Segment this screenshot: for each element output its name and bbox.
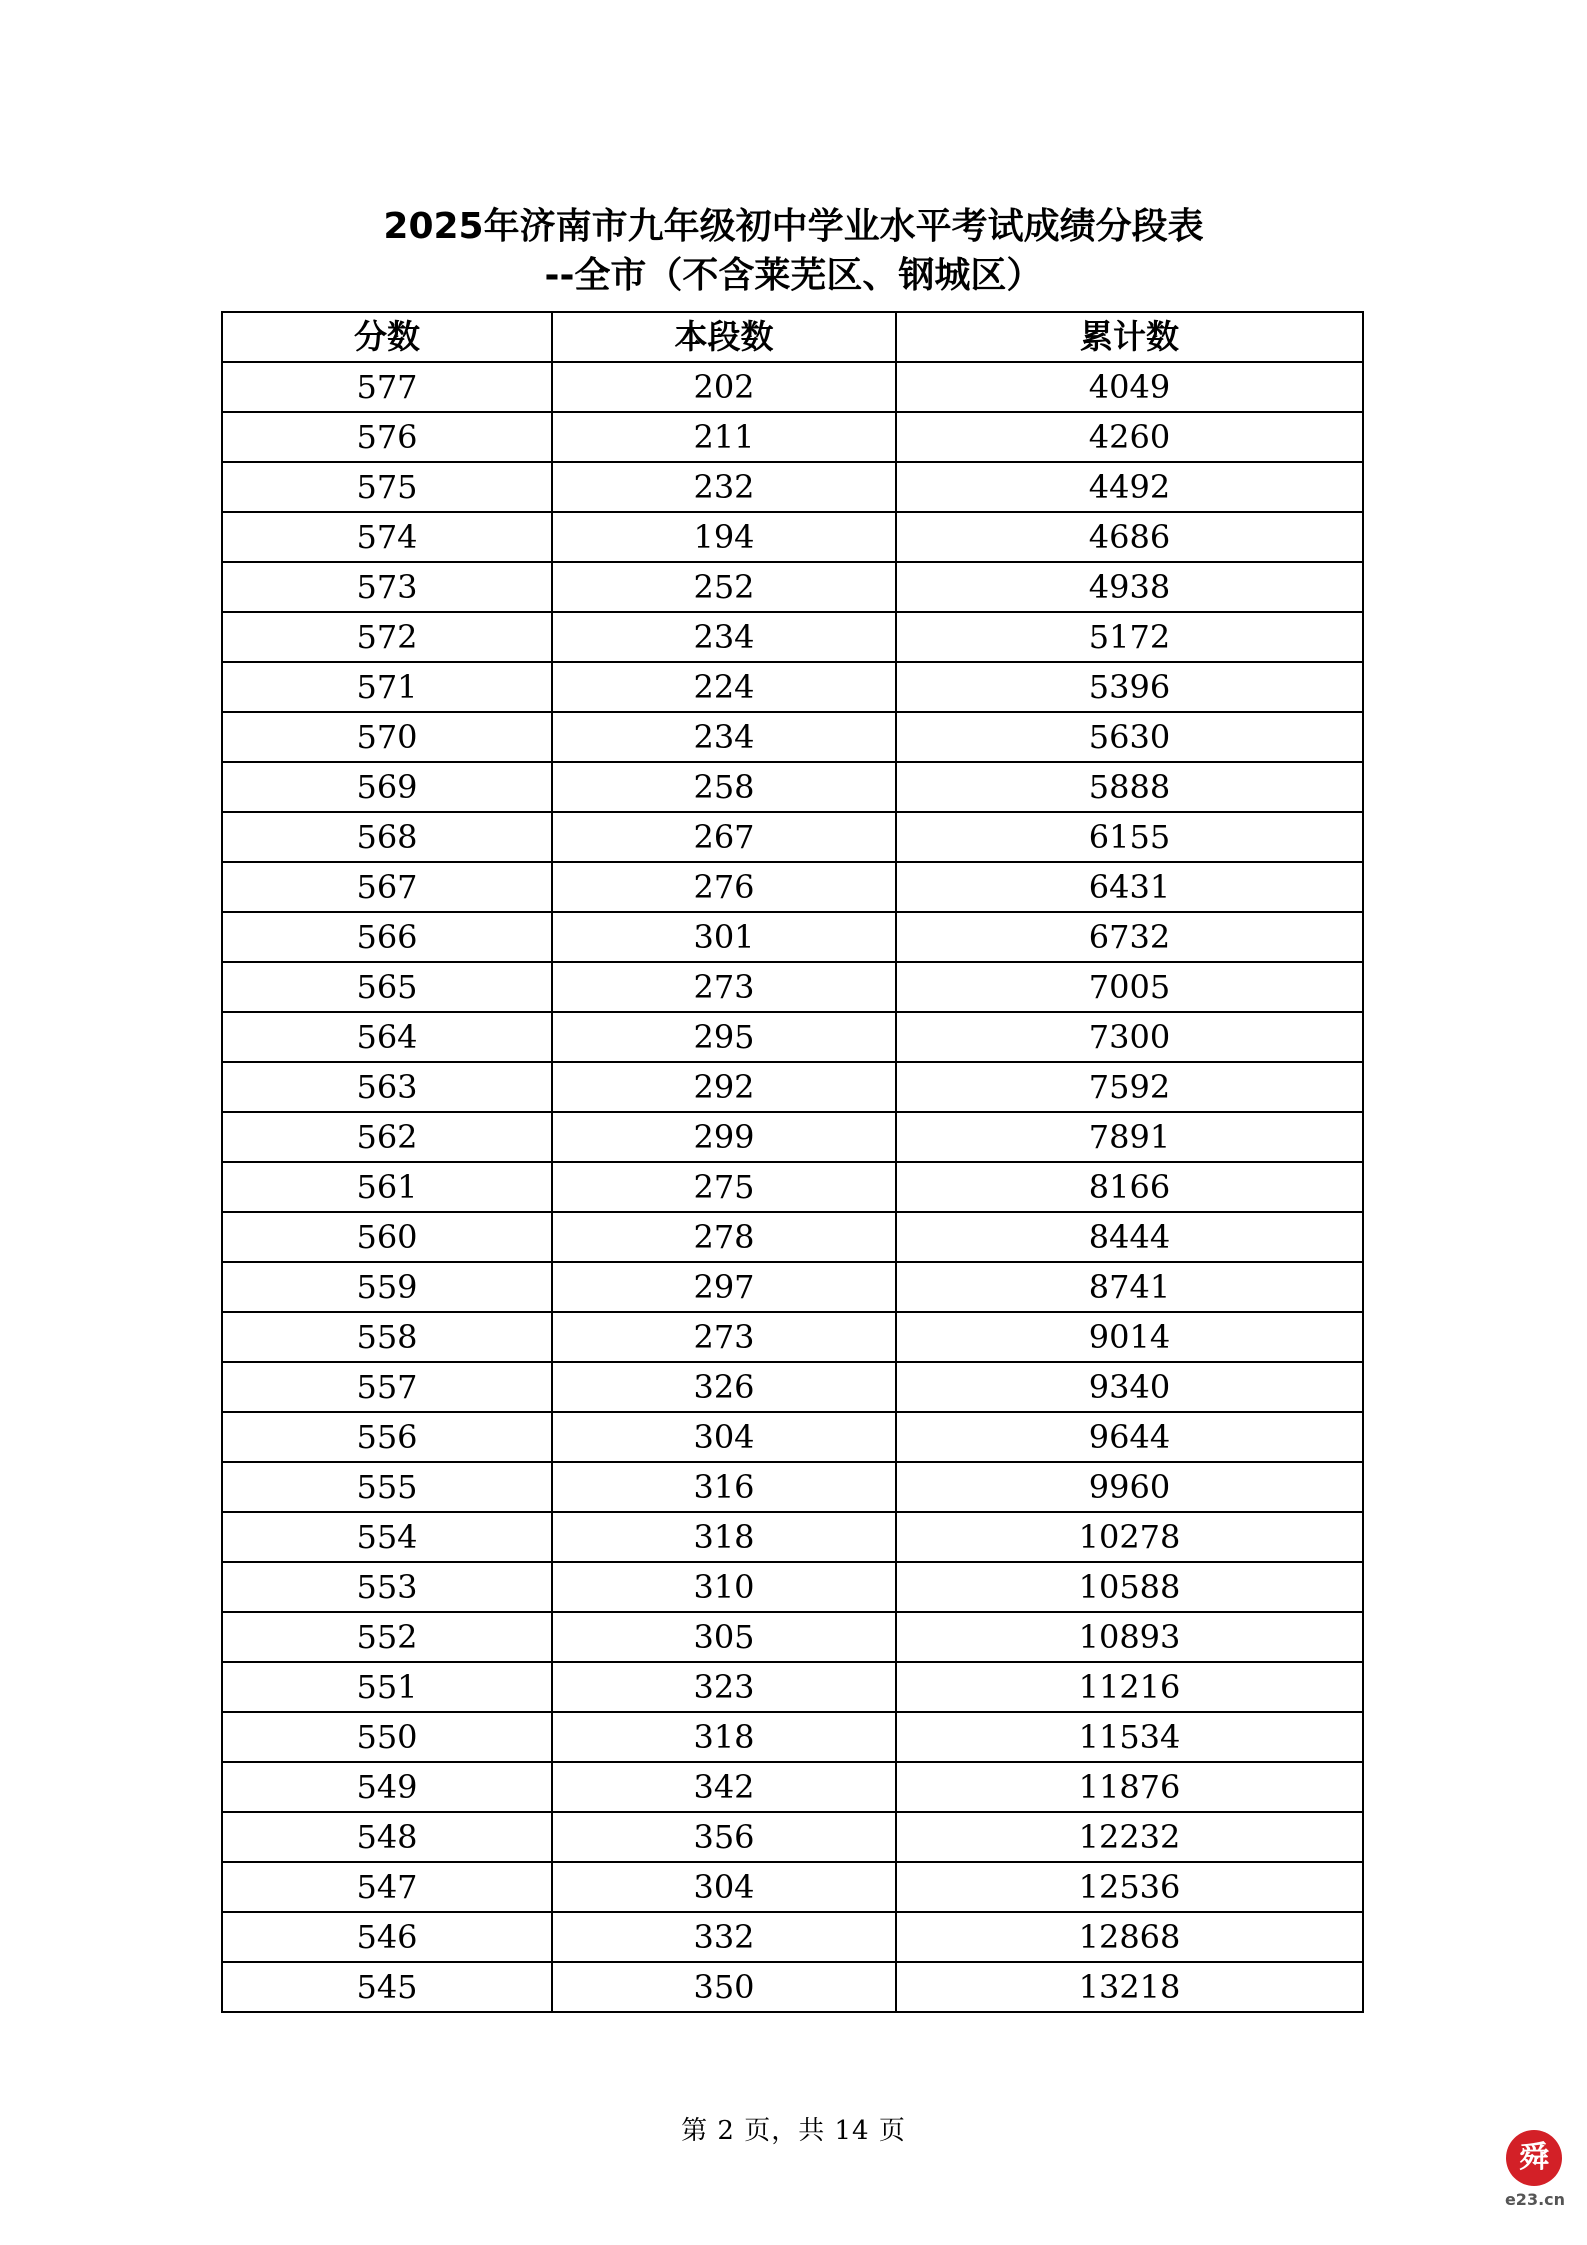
table-row (222, 562, 1363, 612)
cell-segment-count: 304 (552, 1412, 896, 1462)
cell-segment-count: 273 (552, 1312, 896, 1362)
page-footer: 第 2 页，共 14 页 (681, 2116, 906, 2146)
cell-cumulative-count: 4260 (896, 412, 1363, 462)
column-header-cumulative-count: 累计数 (896, 312, 1363, 362)
cell-segment-count: 258 (552, 762, 896, 812)
table-row (222, 462, 1363, 512)
cell-score: 561 (222, 1162, 552, 1212)
table-row (222, 1562, 1363, 1612)
table-row (222, 662, 1363, 712)
cell-segment-count: 326 (552, 1362, 896, 1412)
table-body (222, 362, 1363, 2012)
cell-segment-count: 267 (552, 812, 896, 862)
table-row (222, 512, 1363, 562)
score-distribution-table (221, 311, 1364, 2013)
cell-cumulative-count: 12232 (896, 1812, 1363, 1862)
cell-segment-count: 234 (552, 612, 896, 662)
cell-score: 572 (222, 612, 552, 662)
cell-cumulative-count: 6155 (896, 812, 1363, 862)
table-row (222, 1362, 1363, 1412)
cell-score: 559 (222, 1262, 552, 1312)
table-row (222, 912, 1363, 962)
cell-cumulative-count: 4492 (896, 462, 1363, 512)
cell-score: 560 (222, 1212, 552, 1262)
cell-segment-count: 273 (552, 962, 896, 1012)
document-header (0, 202, 1587, 300)
table-row (222, 962, 1363, 1012)
cell-segment-count: 350 (552, 1962, 896, 2012)
table-row (222, 1162, 1363, 1212)
cell-segment-count: 275 (552, 1162, 896, 1212)
table-row (222, 1912, 1363, 1962)
cell-segment-count: 304 (552, 1862, 896, 1912)
cell-cumulative-count: 5172 (896, 612, 1363, 662)
cell-score: 571 (222, 662, 552, 712)
table-row (222, 1412, 1363, 1462)
cell-score: 562 (222, 1112, 552, 1162)
table-row (222, 412, 1363, 462)
table-row (222, 762, 1363, 812)
cell-cumulative-count: 9014 (896, 1312, 1363, 1362)
cell-score: 546 (222, 1912, 552, 1962)
cell-cumulative-count: 7005 (896, 962, 1363, 1012)
cell-score: 574 (222, 512, 552, 562)
table-row (222, 362, 1363, 412)
table-row (222, 1812, 1363, 1862)
cell-segment-count: 252 (552, 562, 896, 612)
cell-score: 556 (222, 1412, 552, 1462)
table-row (222, 612, 1363, 662)
cell-cumulative-count: 5396 (896, 662, 1363, 712)
cell-score: 550 (222, 1712, 552, 1762)
cell-cumulative-count: 13218 (896, 1962, 1363, 2012)
cell-segment-count: 305 (552, 1612, 896, 1662)
cell-score: 553 (222, 1562, 552, 1612)
cell-cumulative-count: 12536 (896, 1862, 1363, 1912)
table-row (222, 1962, 1363, 2012)
cell-segment-count: 318 (552, 1512, 896, 1562)
logo-glyph: 舜 (1519, 2140, 1549, 2175)
cell-segment-count: 224 (552, 662, 896, 712)
cell-cumulative-count: 4686 (896, 512, 1363, 562)
cell-cumulative-count: 4049 (896, 362, 1363, 412)
column-header-segment-count: 本段数 (552, 312, 896, 362)
table-row (222, 712, 1363, 762)
cell-score: 564 (222, 1012, 552, 1062)
cell-score: 576 (222, 412, 552, 462)
cell-segment-count: 276 (552, 862, 896, 912)
cell-cumulative-count: 7891 (896, 1112, 1363, 1162)
cell-cumulative-count: 5630 (896, 712, 1363, 762)
cell-score: 552 (222, 1612, 552, 1662)
table-row (222, 1712, 1363, 1762)
cell-cumulative-count: 6732 (896, 912, 1363, 962)
cell-cumulative-count: 10588 (896, 1562, 1363, 1612)
cell-cumulative-count: 7300 (896, 1012, 1363, 1062)
table-row (222, 862, 1363, 912)
cell-cumulative-count: 8444 (896, 1212, 1363, 1262)
table-row (222, 812, 1363, 862)
cell-score: 570 (222, 712, 552, 762)
cell-score: 555 (222, 1462, 552, 1512)
cell-score: 563 (222, 1062, 552, 1112)
cell-cumulative-count: 10893 (896, 1612, 1363, 1662)
cell-segment-count: 342 (552, 1762, 896, 1812)
table-row (222, 1112, 1363, 1162)
cell-cumulative-count: 5888 (896, 762, 1363, 812)
cell-score: 566 (222, 912, 552, 962)
table-row (222, 1612, 1363, 1662)
cell-segment-count: 295 (552, 1012, 896, 1062)
cell-cumulative-count: 9340 (896, 1362, 1363, 1412)
cell-cumulative-count: 9960 (896, 1462, 1363, 1512)
cell-score: 575 (222, 462, 552, 512)
cell-segment-count: 292 (552, 1062, 896, 1112)
cell-cumulative-count: 7592 (896, 1062, 1363, 1112)
site-watermark-logo (1478, 2130, 1578, 2230)
cell-score: 577 (222, 362, 552, 412)
cell-score: 573 (222, 562, 552, 612)
cell-score: 551 (222, 1662, 552, 1712)
table-row (222, 1012, 1363, 1062)
cell-segment-count: 323 (552, 1662, 896, 1712)
cell-segment-count: 299 (552, 1112, 896, 1162)
cell-score: 549 (222, 1762, 552, 1812)
cell-cumulative-count: 11876 (896, 1762, 1363, 1812)
cell-segment-count: 310 (552, 1562, 896, 1612)
page-subtitle: --全市（不含莱芜区、钢城区） (544, 255, 1043, 296)
cell-segment-count: 301 (552, 912, 896, 962)
cell-segment-count: 232 (552, 462, 896, 512)
cell-score: 558 (222, 1312, 552, 1362)
table-row (222, 1762, 1363, 1812)
cell-score: 545 (222, 1962, 552, 2012)
cell-cumulative-count: 9644 (896, 1412, 1363, 1462)
logo-domain-text: e23.cn (1504, 2190, 1566, 2209)
page-title: 2025年济南市九年级初中学业水平考试成绩分段表 (383, 206, 1204, 247)
cell-score: 565 (222, 962, 552, 1012)
table-row (222, 1862, 1363, 1912)
cell-segment-count: 234 (552, 712, 896, 762)
cell-segment-count: 316 (552, 1462, 896, 1512)
cell-segment-count: 318 (552, 1712, 896, 1762)
cell-cumulative-count: 6431 (896, 862, 1363, 912)
table-row (222, 1312, 1363, 1362)
cell-segment-count: 332 (552, 1912, 896, 1962)
cell-cumulative-count: 10278 (896, 1512, 1363, 1562)
cell-cumulative-count: 8166 (896, 1162, 1363, 1212)
table-row (222, 1462, 1363, 1512)
cell-score: 568 (222, 812, 552, 862)
cell-segment-count: 202 (552, 362, 896, 412)
cell-score: 567 (222, 862, 552, 912)
cell-cumulative-count: 12868 (896, 1912, 1363, 1962)
cell-cumulative-count: 8741 (896, 1262, 1363, 1312)
cell-segment-count: 211 (552, 412, 896, 462)
cell-score: 548 (222, 1812, 552, 1862)
table-row (222, 1262, 1363, 1312)
cell-score: 557 (222, 1362, 552, 1412)
column-header-score: 分数 (222, 312, 552, 362)
table-row (222, 1662, 1363, 1712)
cell-cumulative-count: 11534 (896, 1712, 1363, 1762)
cell-segment-count: 297 (552, 1262, 896, 1312)
table-row (222, 1062, 1363, 1112)
cell-cumulative-count: 11216 (896, 1662, 1363, 1712)
cell-segment-count: 194 (552, 512, 896, 562)
cell-score: 569 (222, 762, 552, 812)
cell-score: 554 (222, 1512, 552, 1562)
table-row (222, 1212, 1363, 1262)
cell-segment-count: 356 (552, 1812, 896, 1862)
cell-segment-count: 278 (552, 1212, 896, 1262)
cell-score: 547 (222, 1862, 552, 1912)
cell-cumulative-count: 4938 (896, 562, 1363, 612)
table-row (222, 1512, 1363, 1562)
table-header-row (222, 312, 1363, 362)
